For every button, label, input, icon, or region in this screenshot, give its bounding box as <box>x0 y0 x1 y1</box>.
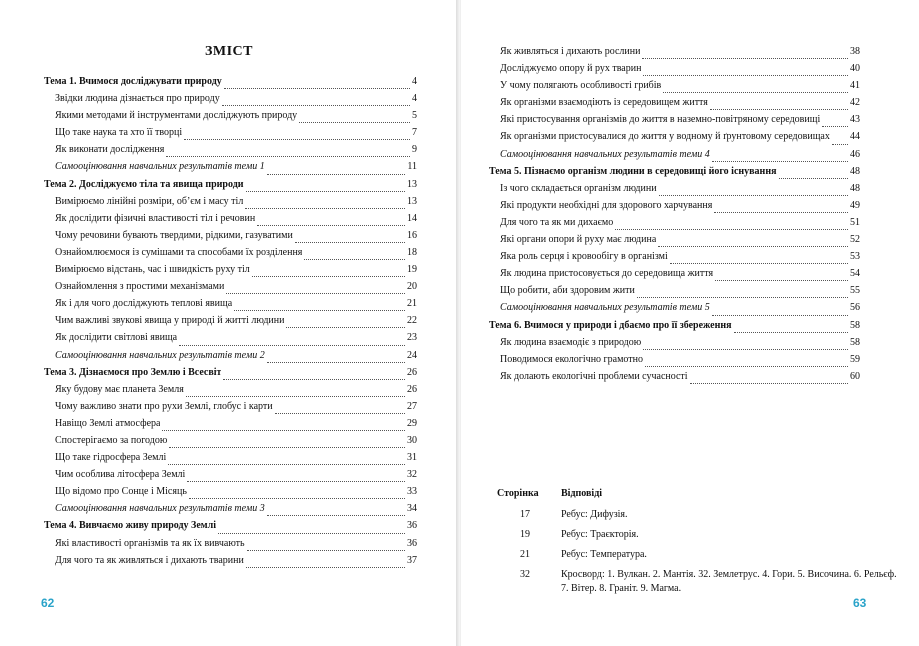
toc-leader-dots <box>670 263 848 264</box>
toc-leader-dots <box>710 109 848 110</box>
answer-page: 21 <box>520 549 530 560</box>
toc-entry-page: 13 <box>407 195 417 207</box>
toc-entry-row <box>489 285 860 302</box>
toc-leader-dots <box>715 280 848 281</box>
toc-leader-dots <box>822 126 848 127</box>
answer-text: Ребус: Дифузія. <box>561 509 628 520</box>
toc-entry-row <box>489 183 860 200</box>
toc-entry-page: 21 <box>407 298 417 310</box>
toc-entry-title: Ознайомлення з простими механізмами <box>55 281 225 293</box>
toc-leader-dots <box>295 242 405 243</box>
toc-entry-row <box>44 93 417 110</box>
toc-entry-page: 42 <box>850 97 860 109</box>
toc-entry-title: Які властивості організмів та як їх вивчають <box>55 537 245 549</box>
toc-entry-title: Для чого та як живляться і дихають тварини <box>55 554 244 566</box>
answer-row <box>497 568 897 596</box>
toc-entry-title: Як долають екологічні проблеми сучасності <box>500 370 688 382</box>
toc-entry-row <box>44 555 417 572</box>
toc-entry-title: Самооцінювання навчальних результатів теми 4 <box>500 148 710 160</box>
answers-header-answers: Відповіді <box>561 488 603 499</box>
toc-entry-row <box>489 337 860 354</box>
toc-entry-row <box>44 213 417 230</box>
toc-theme-row <box>44 76 417 93</box>
toc-entry-page: 44 <box>850 131 860 143</box>
toc-entry-row <box>489 371 860 388</box>
toc-entry-title: Тема 2. Досліджуємо тіла та явища природи <box>44 178 244 190</box>
toc-assessment-row <box>44 503 417 520</box>
toc-entry-page: 11 <box>407 161 417 173</box>
answers-rows <box>497 508 897 596</box>
toc-entry-row <box>44 418 417 435</box>
toc-entry-page: 58 <box>850 319 860 331</box>
toc-entry-row <box>489 268 860 285</box>
toc-entry-page: 60 <box>850 370 860 382</box>
toc-entry-title: Ознайомлюємося із сумішами та способами їх розділення <box>55 246 303 258</box>
toc-assessment-row <box>44 161 417 178</box>
toc-entry-page: 41 <box>850 80 860 92</box>
toc-entry-page: 9 <box>412 144 417 156</box>
toc-entry-page: 59 <box>850 353 860 365</box>
toc-entry-page: 37 <box>407 554 417 566</box>
toc-leader-dots <box>223 379 405 380</box>
toc-entry-title: Як людина взаємодіє з природою <box>500 336 642 348</box>
toc-entry-row <box>44 469 417 486</box>
toc-entry-page: 32 <box>407 469 417 481</box>
toc-leader-dots <box>642 58 848 59</box>
toc-entry-page: 43 <box>850 114 860 126</box>
toc-entry-row <box>44 264 417 281</box>
toc-leader-dots <box>186 396 405 397</box>
toc-entry-page: 49 <box>850 199 860 211</box>
toc-entry-page: 22 <box>407 315 417 327</box>
toc-entry-title: Самооцінювання навчальних результатів теми 5 <box>500 302 710 314</box>
toc-entry-row <box>44 538 417 555</box>
toc-leader-dots <box>645 366 848 367</box>
toc-entry-title: Спостерігаємо за погодою <box>55 434 168 446</box>
answer-row <box>497 548 897 562</box>
toc-leader-dots <box>712 161 848 162</box>
toc-entry-page: 46 <box>850 148 860 160</box>
toc-leader-dots <box>643 349 848 350</box>
toc-entry-title: Із чого складається організм людини <box>500 182 657 194</box>
toc-leader-dots <box>637 297 848 298</box>
toc-entry-page: 14 <box>407 212 417 224</box>
toc-leader-dots <box>234 310 405 311</box>
toc-entry-row <box>489 97 860 114</box>
toc-entry-page: 16 <box>407 229 417 241</box>
toc-entry-title: Які пристосування організмів до життя в наземно-повітряному середовищі <box>500 114 821 126</box>
toc-entry-page: 31 <box>407 452 417 464</box>
toc-leader-dots <box>187 481 405 482</box>
toc-leader-dots <box>615 229 848 230</box>
toc-entry-page: 26 <box>407 366 417 378</box>
answer-row <box>497 528 897 542</box>
toc-entry-title: Як дослідити світлові явища <box>55 332 178 344</box>
toc-entry-title: Чому важливо знати про рухи Землі, глобус і карти <box>55 400 273 412</box>
toc-entry-title: Самооцінювання навчальних результатів теми 3 <box>55 503 265 515</box>
toc-entry-page: 7 <box>412 127 417 139</box>
toc-leader-dots <box>168 464 405 465</box>
toc-theme-row <box>44 367 417 384</box>
left-page <box>0 0 458 646</box>
table-of-contents-left <box>44 76 417 572</box>
toc-leader-dots <box>714 212 848 213</box>
toc-leader-dots <box>245 208 405 209</box>
page-title: ЗМІСТ <box>205 44 253 59</box>
toc-entry-row <box>489 46 860 63</box>
toc-leader-dots <box>712 315 848 316</box>
answers-table <box>497 488 897 602</box>
toc-leader-dots <box>189 498 405 499</box>
toc-entry-page: 52 <box>850 234 860 246</box>
toc-leader-dots <box>734 332 848 333</box>
toc-leader-dots <box>286 327 405 328</box>
toc-theme-row <box>44 179 417 196</box>
toc-entry-title: Вимірюємо відстань, час і швидкість руху тіл <box>55 264 250 276</box>
toc-entry-title: Чому речовини бувають твердими, рідкими, газуватими <box>55 229 293 241</box>
answer-text: Ребус: Температура. <box>561 549 647 560</box>
toc-leader-dots <box>267 174 406 175</box>
toc-entry-row <box>489 217 860 234</box>
toc-leader-dots <box>246 191 405 192</box>
answers-header <box>497 488 897 499</box>
toc-entry-title: Якими методами й інструментами досліджують природу <box>55 110 298 122</box>
toc-entry-row <box>489 251 860 268</box>
toc-leader-dots <box>658 246 848 247</box>
toc-entry-page: 36 <box>407 537 417 549</box>
right-page <box>461 0 919 646</box>
toc-leader-dots <box>267 362 405 363</box>
toc-entry-page: 30 <box>407 434 417 446</box>
toc-leader-dots <box>690 383 848 384</box>
toc-entry-title: У чому полягають особливості грибів <box>500 80 662 92</box>
toc-entry-page: 40 <box>850 63 860 75</box>
toc-entry-title: Що таке гідросфера Землі <box>55 452 167 464</box>
toc-leader-dots <box>832 144 848 145</box>
toc-theme-row <box>44 520 417 537</box>
toc-entry-row <box>44 110 417 127</box>
toc-entry-title: Тема 5. Пізнаємо організм людини в середовищі його існування <box>489 165 777 177</box>
toc-leader-dots <box>224 88 410 89</box>
toc-leader-dots <box>299 122 410 123</box>
toc-entry-page: 38 <box>850 46 860 57</box>
answers-header-page: Сторінка <box>497 488 539 499</box>
toc-leader-dots <box>184 139 410 140</box>
toc-entry-row <box>44 127 417 144</box>
toc-entry-page: 56 <box>850 302 860 314</box>
toc-entry-row <box>489 131 860 148</box>
toc-leader-dots <box>169 447 405 448</box>
toc-leader-dots <box>275 413 405 414</box>
toc-entry-row <box>44 144 417 161</box>
toc-entry-title: Які органи опори й руху має людина <box>500 234 657 246</box>
toc-entry-title: Поводимося екологічно грамотно <box>500 353 644 365</box>
toc-leader-dots <box>257 225 405 226</box>
toc-entry-title: Самооцінювання навчальних результатів теми 1 <box>55 161 265 173</box>
toc-entry-page: 20 <box>407 281 417 293</box>
toc-leader-dots <box>779 178 849 179</box>
answer-row <box>497 508 897 522</box>
toc-entry-title: Звідки людина дізнається про природу <box>55 93 220 105</box>
toc-entry-title: Як дослідити фізичні властивості тіл і речовин <box>55 212 256 224</box>
toc-entry-page: 58 <box>850 336 860 348</box>
toc-entry-page: 54 <box>850 268 860 280</box>
toc-entry-row <box>44 298 417 315</box>
toc-leader-dots <box>179 345 405 346</box>
toc-entry-page: 55 <box>850 285 860 297</box>
toc-theme-row <box>489 320 860 337</box>
toc-leader-dots <box>267 515 405 516</box>
toc-entry-title: Вимірюємо лінійні розміри, об’єм і масу тіл <box>55 195 244 207</box>
toc-entry-page: 5 <box>412 110 417 122</box>
toc-entry-row <box>44 486 417 503</box>
toc-entry-row <box>44 281 417 298</box>
toc-entry-page: 26 <box>407 383 417 395</box>
toc-entry-page: 34 <box>407 503 417 515</box>
toc-entry-page: 27 <box>407 400 417 412</box>
toc-entry-page: 24 <box>407 349 417 361</box>
toc-entry-row <box>44 230 417 247</box>
toc-leader-dots <box>247 550 405 551</box>
toc-entry-title: Яку будову має планета Земля <box>55 383 184 395</box>
toc-entry-title: Як організми пристосувалися до життя у водному й ґрунтовому середовищах <box>500 131 830 143</box>
toc-leader-dots <box>226 293 405 294</box>
toc-entry-title: Як живляться і дихають рослини <box>500 46 641 57</box>
answer-text: Кросворд: 1. Вулкан. 2. Мантія. 32. Землетрус. 4. Гори. 5. Височина. 6. Рельєф. 7. Вітер. 8. Граніт. 9. Магма. <box>561 569 897 594</box>
toc-entry-row <box>44 452 417 469</box>
toc-entry-row <box>44 247 417 264</box>
toc-entry-row <box>44 435 417 452</box>
toc-entry-title: Тема 4. Вивчаємо живу природу Землі <box>44 520 216 532</box>
toc-assessment-row <box>44 350 417 367</box>
answer-page: 32 <box>520 569 530 580</box>
toc-leader-dots <box>246 567 405 568</box>
toc-leader-dots <box>222 105 410 106</box>
toc-entry-page: 4 <box>412 93 417 105</box>
toc-leader-dots <box>252 276 405 277</box>
toc-entry-page: 53 <box>850 251 860 263</box>
toc-entry-title: Як виконати дослідження <box>55 144 165 156</box>
answer-page: 17 <box>520 509 530 520</box>
toc-entry-title: Для чого та як ми дихаємо <box>500 216 614 228</box>
toc-entry-title: Які продукти необхідні для здорового харчування <box>500 199 713 211</box>
answer-text: Ребус: Траєкторія. <box>561 529 639 540</box>
toc-entry-title: Чим важливі звукові явища у природі й житті людини <box>55 315 285 327</box>
answer-page: 19 <box>520 529 530 540</box>
toc-entry-page: 23 <box>407 332 417 344</box>
toc-entry-row <box>489 200 860 217</box>
toc-entry-title: Самооцінювання навчальних результатів теми 2 <box>55 349 265 361</box>
toc-entry-row <box>489 354 860 371</box>
toc-entry-page: 13 <box>407 178 417 190</box>
toc-entry-title: Що відомо про Сонце і Місяць <box>55 486 187 498</box>
table-of-contents-right <box>489 46 860 388</box>
toc-leader-dots <box>162 430 405 431</box>
toc-entry-row <box>44 384 417 401</box>
toc-leader-dots <box>166 156 410 157</box>
toc-entry-row <box>44 401 417 418</box>
toc-leader-dots <box>659 195 848 196</box>
toc-entry-title: Тема 1. Вчимося досліджувати природу <box>44 76 222 87</box>
toc-entry-title: Як організми взаємодіють із середовищем життя <box>500 97 708 109</box>
page-number-left: 62 <box>41 596 55 610</box>
toc-entry-page: 33 <box>407 486 417 498</box>
toc-entry-row <box>44 332 417 349</box>
toc-assessment-row <box>489 302 860 319</box>
toc-entry-title: Як і для чого досліджують теплові явища <box>55 298 233 310</box>
toc-leader-dots <box>663 92 848 93</box>
toc-entry-title: Як людина пристосовується до середовища життя <box>500 268 714 280</box>
toc-entry-row <box>489 63 860 80</box>
toc-entry-row <box>489 234 860 251</box>
toc-leader-dots <box>218 533 405 534</box>
toc-entry-page: 29 <box>407 417 417 429</box>
toc-assessment-row <box>489 149 860 166</box>
toc-leader-dots <box>643 75 848 76</box>
toc-entry-row <box>489 80 860 97</box>
toc-entry-title: Досліджуємо опору й рух тварин <box>500 63 642 75</box>
toc-entry-page: 18 <box>407 246 417 258</box>
toc-entry-title: Яка роль серця і кровообігу в організмі <box>500 251 668 263</box>
toc-entry-title: Навіщо Землі атмосфера <box>55 417 161 429</box>
toc-entry-row <box>44 315 417 332</box>
toc-entry-title: Тема 3. Дізнаємося про Землю і Всесвіт <box>44 366 222 378</box>
page-number-right: 63 <box>853 596 867 610</box>
toc-entry-page: 19 <box>407 264 417 276</box>
toc-entry-title: Чим особлива літосфера Землі <box>55 469 186 481</box>
toc-entry-page: 51 <box>850 216 860 228</box>
toc-entry-page: 48 <box>850 165 860 177</box>
toc-entry-title: Що таке наука та хто її творці <box>55 127 183 139</box>
toc-leader-dots <box>304 259 405 260</box>
toc-theme-row <box>489 166 860 183</box>
toc-entry-title: Тема 6. Вчимося у природи і дбаємо про її збереження <box>489 319 732 331</box>
toc-entry-row <box>489 114 860 131</box>
toc-entry-page: 4 <box>412 76 417 87</box>
toc-entry-page: 48 <box>850 182 860 194</box>
toc-entry-title: Що робити, аби здоровим жити <box>500 285 635 297</box>
toc-entry-page: 36 <box>407 520 417 532</box>
toc-entry-row <box>44 196 417 213</box>
